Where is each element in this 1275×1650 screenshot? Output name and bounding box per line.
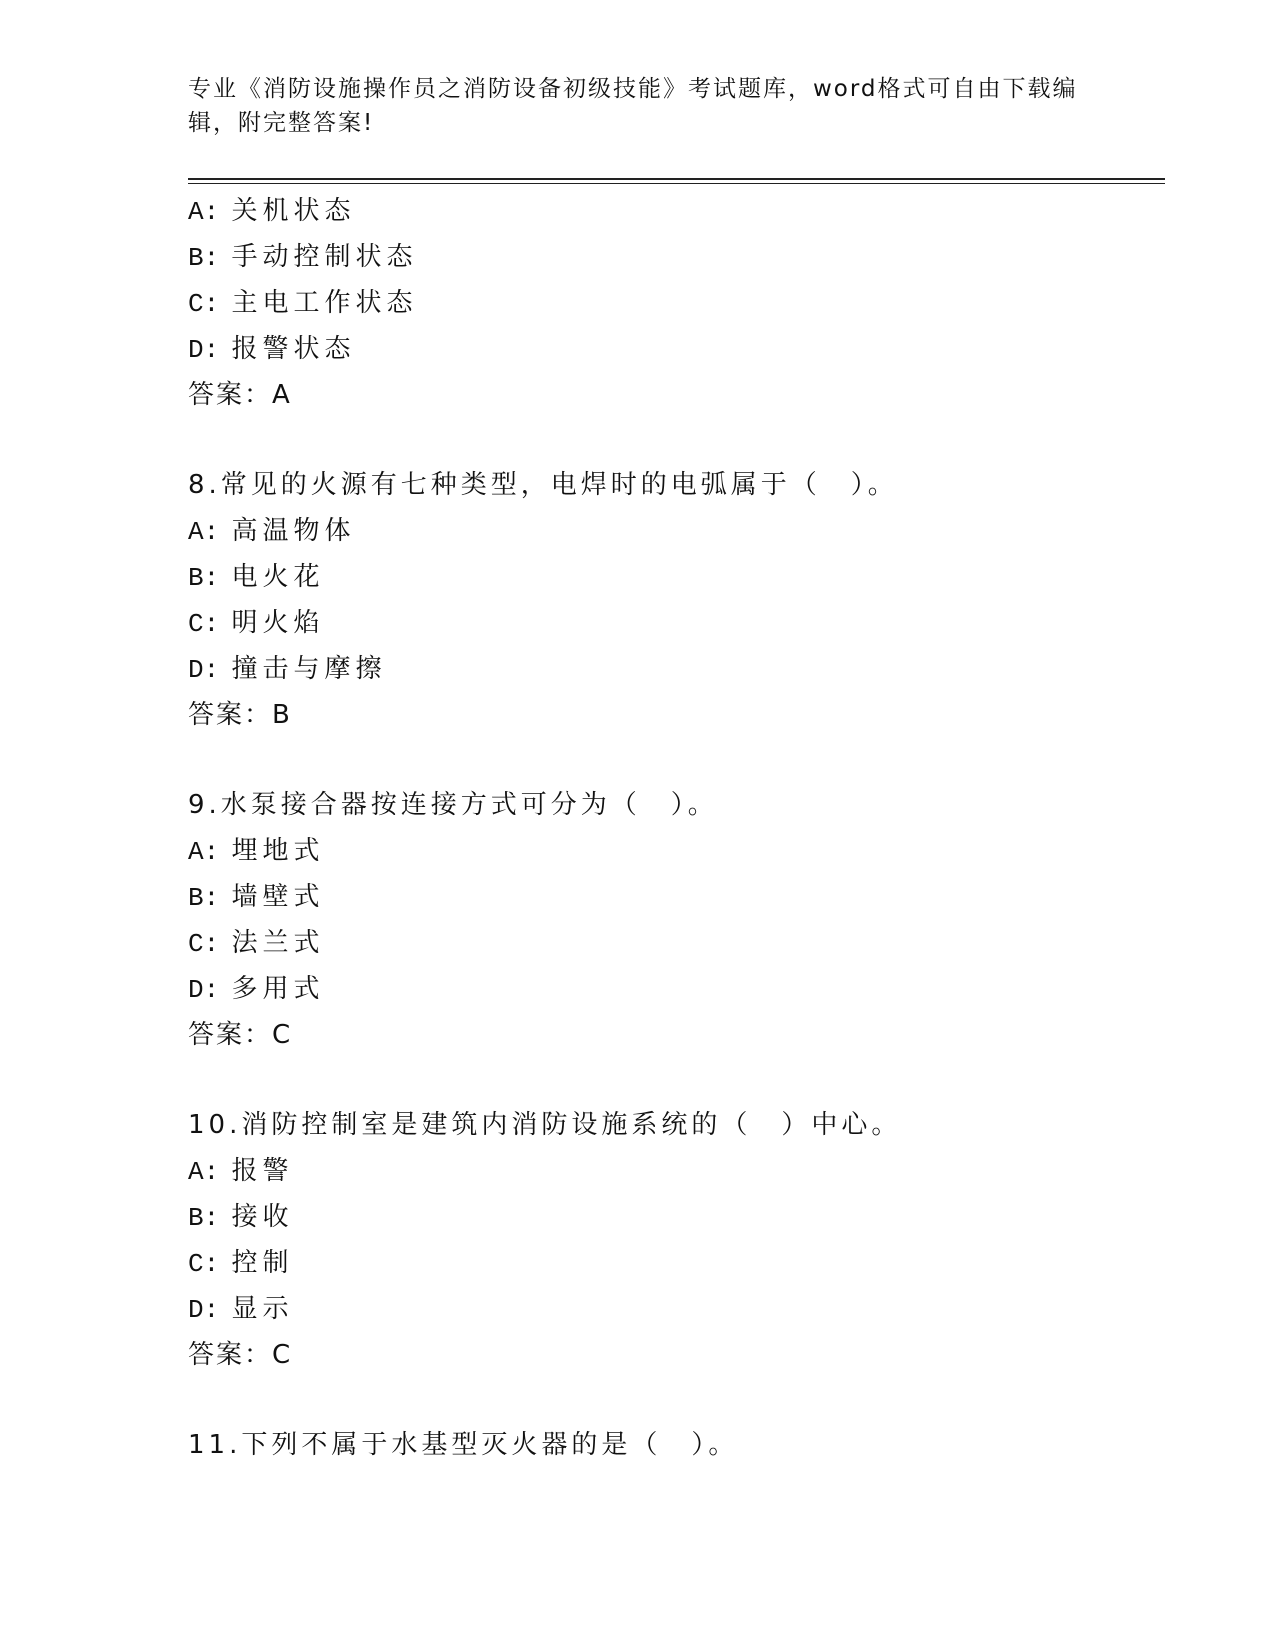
question-text: 11.下列不属于水基型灭火器的是（ ）。 <box>188 1430 739 1460</box>
answer-line: 答案：C <box>188 1020 293 1050</box>
question-block-11 <box>188 1422 1148 1468</box>
option-b: B: 墙壁式 <box>188 882 325 913</box>
option-c: C: 控制 <box>188 1248 294 1279</box>
document-header <box>188 72 1078 140</box>
option-c: C: 明火焰 <box>188 608 325 639</box>
option-a: A: 报警 <box>188 1156 294 1187</box>
answer-line: 答案：B <box>188 700 292 730</box>
option-a: A: 关机状态 <box>188 196 356 227</box>
question-block-10 <box>188 1102 1148 1378</box>
option-d: D: 报警状态 <box>188 334 356 365</box>
option-a: A: 高温物体 <box>188 516 356 547</box>
question-block-8 <box>188 462 1148 738</box>
question-text: 9.水泵接合器按连接方式可分为（ ）。 <box>188 790 718 820</box>
option-b: B: 电火花 <box>188 562 325 593</box>
option-d: D: 显示 <box>188 1294 294 1325</box>
option-d: D: 多用式 <box>188 974 325 1005</box>
header-line-1: 专业《消防设施操作员之消防设备初级技能》考试题库，word格式可自由下载编 <box>188 76 1078 102</box>
question-list <box>188 188 1148 1468</box>
header-line-2: 辑，附完整答案! <box>188 110 375 136</box>
question-text: 8.常见的火源有七种类型，电焊时的电弧属于（ ）。 <box>188 470 898 500</box>
option-b: B: 接收 <box>188 1202 294 1233</box>
option-c: C: 主电工作状态 <box>188 288 418 319</box>
question-block-9 <box>188 782 1148 1058</box>
header-divider <box>188 178 1165 184</box>
option-c: C: 法兰式 <box>188 928 325 959</box>
option-a: A: 埋地式 <box>188 836 325 867</box>
option-b: B: 手动控制状态 <box>188 242 418 273</box>
answer-line: 答案：C <box>188 1340 293 1370</box>
question-text: 10.消防控制室是建筑内消防设施系统的（ ）中心。 <box>188 1110 902 1140</box>
question-block-7 <box>188 188 1148 418</box>
option-d: D: 撞击与摩擦 <box>188 654 387 685</box>
answer-line: 答案：A <box>188 380 292 410</box>
